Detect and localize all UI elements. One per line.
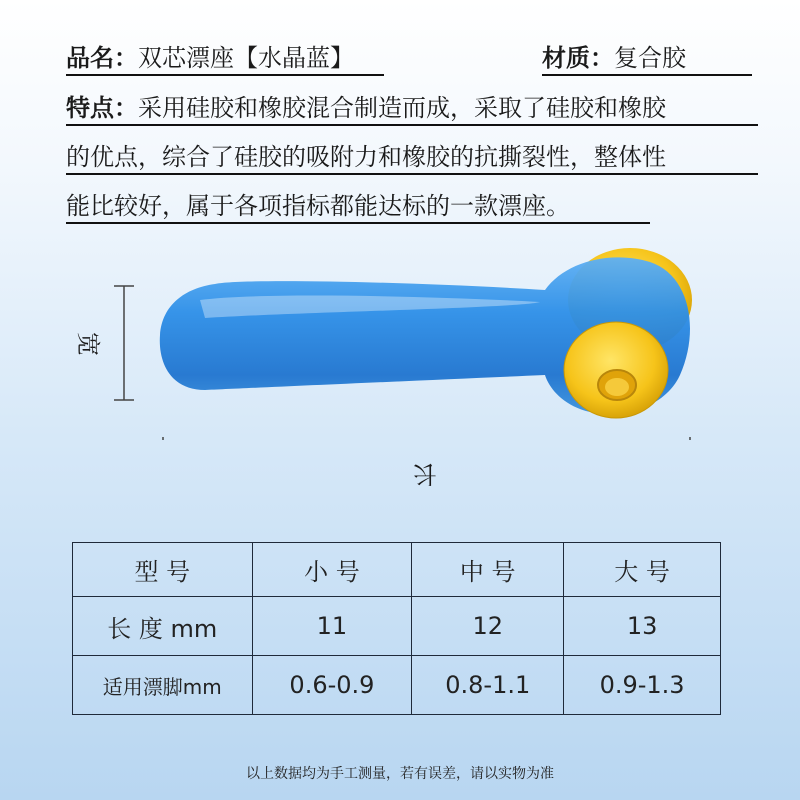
- table-cell: 11: [252, 597, 412, 656]
- features-label: 特点：: [66, 94, 138, 122]
- material-value: 复合胶: [614, 44, 686, 72]
- product-name-row: [66, 40, 354, 76]
- table-cell: 13: [564, 597, 721, 656]
- table-cell: 0.6-0.9: [252, 656, 412, 715]
- features-text-1: 采用硅胶和橡胶混合制造而成，采取了硅胶和橡胶: [138, 94, 666, 122]
- table-cell: 12: [412, 597, 564, 656]
- table-cell: 0.9-1.3: [564, 656, 721, 715]
- table-cell: 适用漂脚mm: [73, 656, 253, 715]
- table-header-row: [73, 543, 721, 597]
- name-underline: [66, 74, 384, 76]
- features-underline-3: [66, 222, 650, 224]
- table-header-cell: 大 号: [564, 543, 721, 597]
- table-row: [73, 656, 721, 715]
- material-label: 材质：: [542, 44, 614, 72]
- features-line-3: 能比较好，属于各项指标都能达标的一款漂座。: [66, 192, 570, 220]
- width-label: 宽: [74, 332, 102, 356]
- length-label: 长: [413, 460, 437, 488]
- table-row: [73, 597, 721, 656]
- features-line-2: 的优点，综合了硅胶的吸附力和橡胶的抗撕裂性，整体性: [66, 143, 666, 171]
- material-underline: [542, 74, 752, 76]
- table-cell: 0.8-1.1: [412, 656, 564, 715]
- spec-table: [72, 542, 721, 715]
- table-header-cell: 型 号: [73, 543, 253, 597]
- product-name-value: 双芯漂座【水晶蓝】: [138, 44, 354, 72]
- features-line-1: [66, 90, 666, 126]
- material-row: [542, 40, 686, 76]
- features-underline-1: [66, 124, 758, 126]
- float-seat-illustration: [0, 240, 800, 440]
- table-header-cell: 小 号: [252, 543, 412, 597]
- features-underline-2: [66, 173, 758, 175]
- table-header-cell: 中 号: [412, 543, 564, 597]
- product-name-label: 品名：: [66, 44, 138, 72]
- measurement-footnote: 以上数据均为手工测量，若有误差，请以实物为准: [246, 766, 554, 782]
- table-cell: 长 度 mm: [73, 597, 253, 656]
